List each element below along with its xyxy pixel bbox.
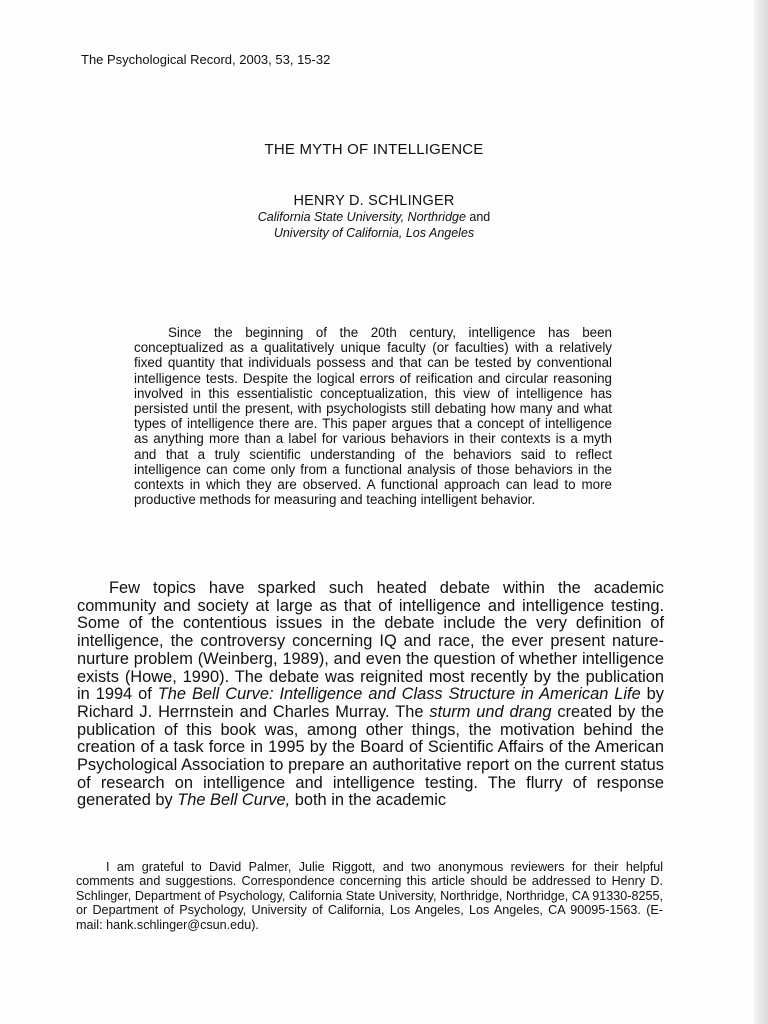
- scan-shadow-edge: [754, 0, 768, 1024]
- book-title-short-italic: The Bell Curve,: [177, 791, 291, 810]
- body-paragraph: [77, 580, 664, 810]
- affiliation-line-2: [0, 225, 748, 241]
- body-text-segment-3: created by the publication of this book was, among other things, the motivation behind the creation of a task force in 1995 by the Board of Scientific Affairs of the American Psychological Association to prepare an authoritative report on the current status of research on intelligence and intelligence testing. The flurry of response generated by: [77, 702, 664, 810]
- book-title-italic: The Bell Curve: Intelligence and Class Structure in American Life: [157, 685, 641, 704]
- running-head: The Psychological Record, 2003, 53, 15-32: [81, 52, 331, 67]
- phrase-italic: sturm und drang: [429, 702, 552, 721]
- body-text-segment-1: Few topics have sparked such heated debate within the academic community and society at large as that of intelligence and intelligence testing. Some of the contentious issues in the debate include the very definition of intelligence, the controversy concerning IQ and race, the ever present nature-nurture problem (Weinberg, 1989), and even the question of whether intelligence exists (Howe, 1990). The debate was reignited most recently by the publication in 1994 of: [77, 579, 664, 704]
- article-title: THE MYTH OF INTELLIGENCE: [264, 141, 484, 158]
- author-name: HENRY D. SCHLINGER: [293, 193, 455, 209]
- body-text-segment-2: by Richard J. Herrnstein and Charles Murray. The: [77, 685, 664, 721]
- affiliation-line-1: [0, 209, 748, 225]
- affiliation-institution-2: University of California, Los Angeles: [273, 226, 475, 240]
- body-text-segment-4: both in the academic: [290, 791, 447, 810]
- affiliation-connector: and: [465, 210, 491, 224]
- affiliation-institution-1: California State University, Northridge: [257, 210, 466, 224]
- footnote: I am grateful to David Palmer, Julie Riggott, and two anonymous reviewers for their helpful comments and suggestions. Correspondence concerning this article should be addressed to Henry D. Schlinger, Department of Psychology, California State University, Northridge, Northridge, CA 91330-8255, or Department of Psychology, University of California, Los Angeles, Los Angeles, CA 90095-1563. (E-mail: hank.schlinger@csun.edu).: [76, 860, 663, 932]
- abstract: Since the beginning of the 20th century, intelligence has been conceptualized as a qualitatively unique faculty (or faculties) with a relatively fixed quantity that individuals possess and that can be tested by conventional intelligence tests. Despite the logical errors of reification and circular reasoning involved in this essentialistic conceptualization, this view of intelligence has persisted until the present, with psychologists still debating how many and what types of intelligence there are. This paper argues that a concept of intelligence as anything more than a label for various behaviors in their contexts is a myth and that a truly scientific understanding of the behaviors said to reflect intelligence can come only from a functional analysis of those behaviors in the contexts in which they are observed. A functional approach can lead to more productive methods for measuring and teaching intelligent behavior.: [134, 325, 612, 508]
